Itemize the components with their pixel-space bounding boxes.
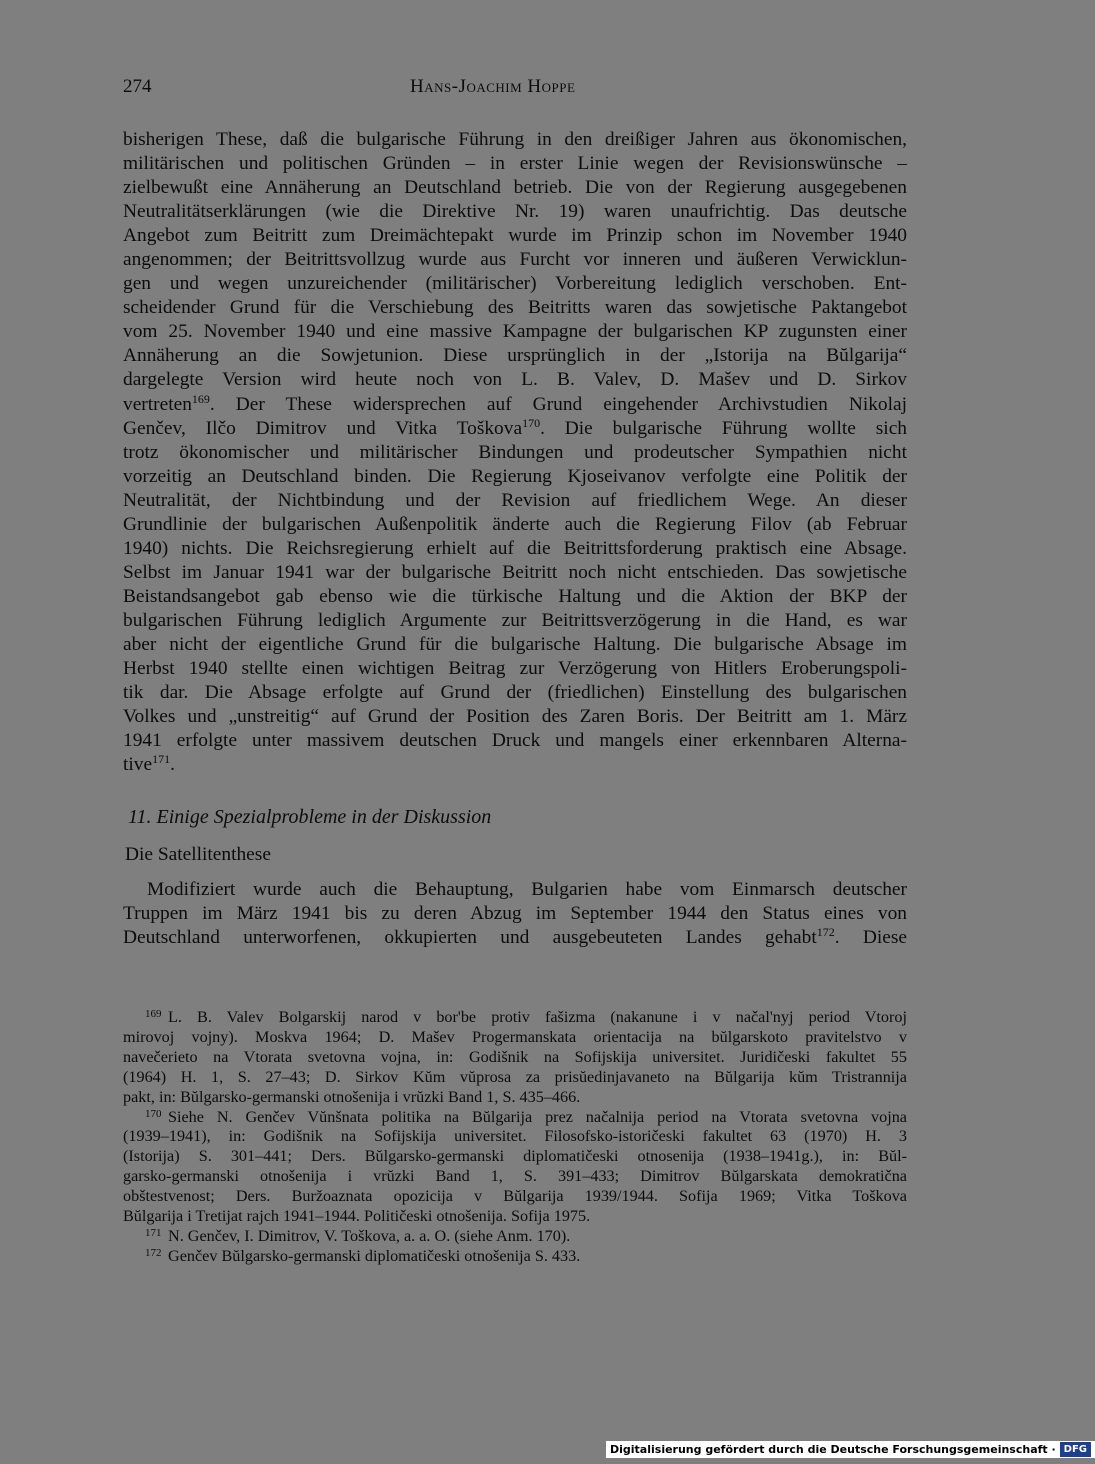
footnote-text: mirovoj vojny). Moskva 1964; D. Mašev Progermanskata orientacija na bŭlgarskoto pravitelstvo v: [123, 1027, 907, 1046]
footnote-text: (Istorija) S. 301–441; Ders. Bŭlgarsko-germanski diplomatičeski otnosenija (1938–1941g.), in: Bŭl-: [123, 1147, 907, 1166]
footnote-text: obštestvenost; Ders. Buržoaznata opozicija v Bŭlgarija 1939/1944. Sofija 1969; Vitka Toškova: [123, 1187, 907, 1206]
footer-text: Digitalisierung gefördert durch die Deutsche Forschungsgemeinschaft ·: [610, 1443, 1056, 1456]
text-line: 1940) nichts. Die Reichsregierung erhielt auf die Beitrittsforderung praktisch eine Absage.: [123, 537, 907, 559]
text-line: Volkes und „unstreitig“ auf Grund der Position des Zaren Boris. Der Beitritt am 1. März: [123, 706, 907, 728]
text-line: Annäherung an die Sowjetunion. Diese ursprünglich in der „Istorija na Bŭlgarija“: [123, 345, 907, 367]
footnote-text: N. Genčev, I. Dimitrov, V. Toškova, a. a. O. (siehe Anm. 170).: [168, 1226, 571, 1245]
footnote-text: navečerieto na Vtorata svetovna vojna, in: Godišnik na Sofijskija universitet. Juridičeski fakultet 55: [123, 1047, 907, 1066]
footnote-text: (1939–1941), in: Godišnik na Sofijskija universitet. Filosofsko-istoričeski fakultet 63 (1970) H. 3: [123, 1127, 907, 1146]
text-line: tik dar. Die Absage erfolgte auf Grund der (friedlichen) Einstellung des bulgarischen: [123, 682, 907, 704]
footnote-number: 172: [145, 1246, 162, 1259]
text-line: bulgarischen Führung lediglich Argumente zur Beitrittsverzögerung in die Hand, es war: [123, 609, 907, 631]
footnote-171: [123, 1227, 907, 1247]
footnote-ref-169: 169: [191, 391, 210, 406]
footnote-ref-170: 170: [522, 415, 541, 430]
text-line: trotz ökonomischer und militärischer Bindungen und prodeutscher Sympathien nicht: [123, 441, 907, 463]
footnote-text: pakt, in: Bŭlgarsko-germanski otnošenija i vrŭzki Band 1, S. 435–466.: [123, 1087, 581, 1106]
text-line: Neutralität, der Nichtbindung und der Revision auf friedlichem Wege. An dieser: [123, 489, 907, 511]
text-line: Modifiziert wurde auch die Behauptung, Bulgarien habe vom Einmarsch deutscher: [147, 879, 907, 900]
footnote-number: 170: [145, 1107, 162, 1120]
footnote-text: Siehe N. Genčev Vŭnšnata politika na Bŭlgarija prez načalnija period na Vtorata svetovna vojna: [168, 1107, 907, 1126]
section-heading: 11. Einige Spezialprobleme in der Diskussion: [128, 806, 492, 828]
text-line: vorzeitig an Deutschland binden. Die Regierung Kjoseivanov verfolgte eine Politik der: [123, 465, 907, 487]
page-number: 274: [123, 76, 152, 97]
text-line: aber nicht der eigentliche Grund für die bulgarische Haltung. Die bulgarische Absage im: [123, 633, 907, 655]
text-line: Herbst 1940 stellte einen wichtigen Beitrag zur Verzögerung von Hitlers Eroberungspoli-: [123, 658, 907, 680]
footnote-169: [123, 1008, 907, 1108]
text-line: Deutschland unterworfenen, okkupierten und ausgebeuteten Landes gehabt$^{172}$. Diese: [123, 925, 907, 949]
text-line: militärischen und politischen Gründen – in erster Linie wegen der Revisionswünsche –: [123, 153, 907, 175]
footnote-number: 169: [145, 1008, 162, 1020]
text-line: tive$^{171}$.: [123, 752, 175, 776]
text-line: Genčev, Ilčo Dimitrov und Vitka Toškova$^{170}$. Die bulgarische Führung wollte sich: [123, 415, 907, 439]
footnote-text: L. B. Valev Bolgarskij narod v bor'be protiv fašizma (nakanune i v načal'nyj period Vtoroj: [168, 1008, 907, 1026]
footnote-ref-172: 172: [816, 925, 835, 940]
text-line: zielbewußt eine Annäherung an Deutschland betrieb. Die von der Regierung ausgegebenen: [123, 177, 907, 199]
footnotes: [123, 1008, 907, 1267]
text-line: Angebot zum Beitritt zum Dreimächtepakt wurde im Prinzip schon im November 1940: [123, 225, 907, 247]
text-line: Beistandsangebot gab ebenso wie die türkische Haltung und die Aktion der BKP der: [123, 585, 907, 607]
text-line: Selbst im Januar 1941 war der bulgarische Beitritt noch nicht entschieden. Das sowjetische: [123, 561, 907, 583]
text-line: scheidender Grund für die Verschiebung des Beitritts waren das sowjetische Paktangebot: [123, 297, 907, 319]
text-line: dargelegte Version wird heute noch von L. B. Valev, D. Mašev und D. Sirkov: [123, 369, 907, 391]
footnote-text: Genčev Bŭlgarsko-germanski diplomatičeski otnošenija S. 433.: [168, 1246, 581, 1265]
text-line: vom 25. November 1940 und eine massive Kampagne der bulgarischen KP zugunsten einer: [123, 321, 907, 343]
text-line: gen und wegen unzureichender (militärischer) Vorbereitung lediglich verschoben. Ent-: [123, 273, 907, 295]
text-line: angenommen; der Beitrittsvollzug wurde aus Furcht vor inneren und äußeren Verwicklun-: [123, 249, 907, 271]
footnote-172: [123, 1247, 907, 1267]
text-line: 1941 erfolgte unter massivem deutschen Druck und mangels einer erkennbaren Alterna-: [123, 730, 907, 752]
footnote-text: garsko-germanski otnošenija i vrŭzki Band 1, S. 391–433; Dimitrov Bŭlgarskata demokratična: [123, 1167, 907, 1186]
text-line: bisherigen These, daß die bulgarische Führung in den dreißiger Jahren aus ökonomischen,: [123, 129, 907, 150]
text-line: vertreten$^{169}$. Der These widersprechen auf Grund eingehender Archivstudien Nikolaj: [123, 391, 907, 415]
footnote-ref-171: 171: [152, 752, 171, 767]
body-paragraph: [123, 128, 907, 777]
text-line: Grundlinie der bulgarischen Außenpolitik änderte auch die Regierung Filov (ab Februar: [123, 513, 907, 535]
dfg-logo: DFG: [1060, 1442, 1091, 1457]
footnote-number: 171: [145, 1226, 162, 1239]
footnote-170: [123, 1108, 907, 1227]
text-line: Neutralitätserklärungen (wie die Direktive Nr. 19) waren unaufrichtig. Das deutsche: [123, 201, 907, 223]
footnote-text: Bŭlgarija i Tretijat rajch 1941–1944. Političeski otnošenija. Sofija 1975.: [123, 1207, 591, 1226]
footnote-text: (1964) H. 1, S. 27–43; D. Sirkov Kŭm vŭprosa za prisŭedinjavaneto na Bŭlgarija kŭm Tristrannija: [123, 1067, 907, 1086]
body-paragraph: [123, 878, 907, 950]
running-head: Hans-Joachim Hoppe: [410, 76, 576, 97]
text-line: Truppen im März 1941 bis zu deren Abzug im September 1944 den Status eines von: [123, 903, 907, 925]
subheading: Die Satellitenthese: [125, 844, 271, 865]
digitization-footer: [606, 1441, 1095, 1458]
